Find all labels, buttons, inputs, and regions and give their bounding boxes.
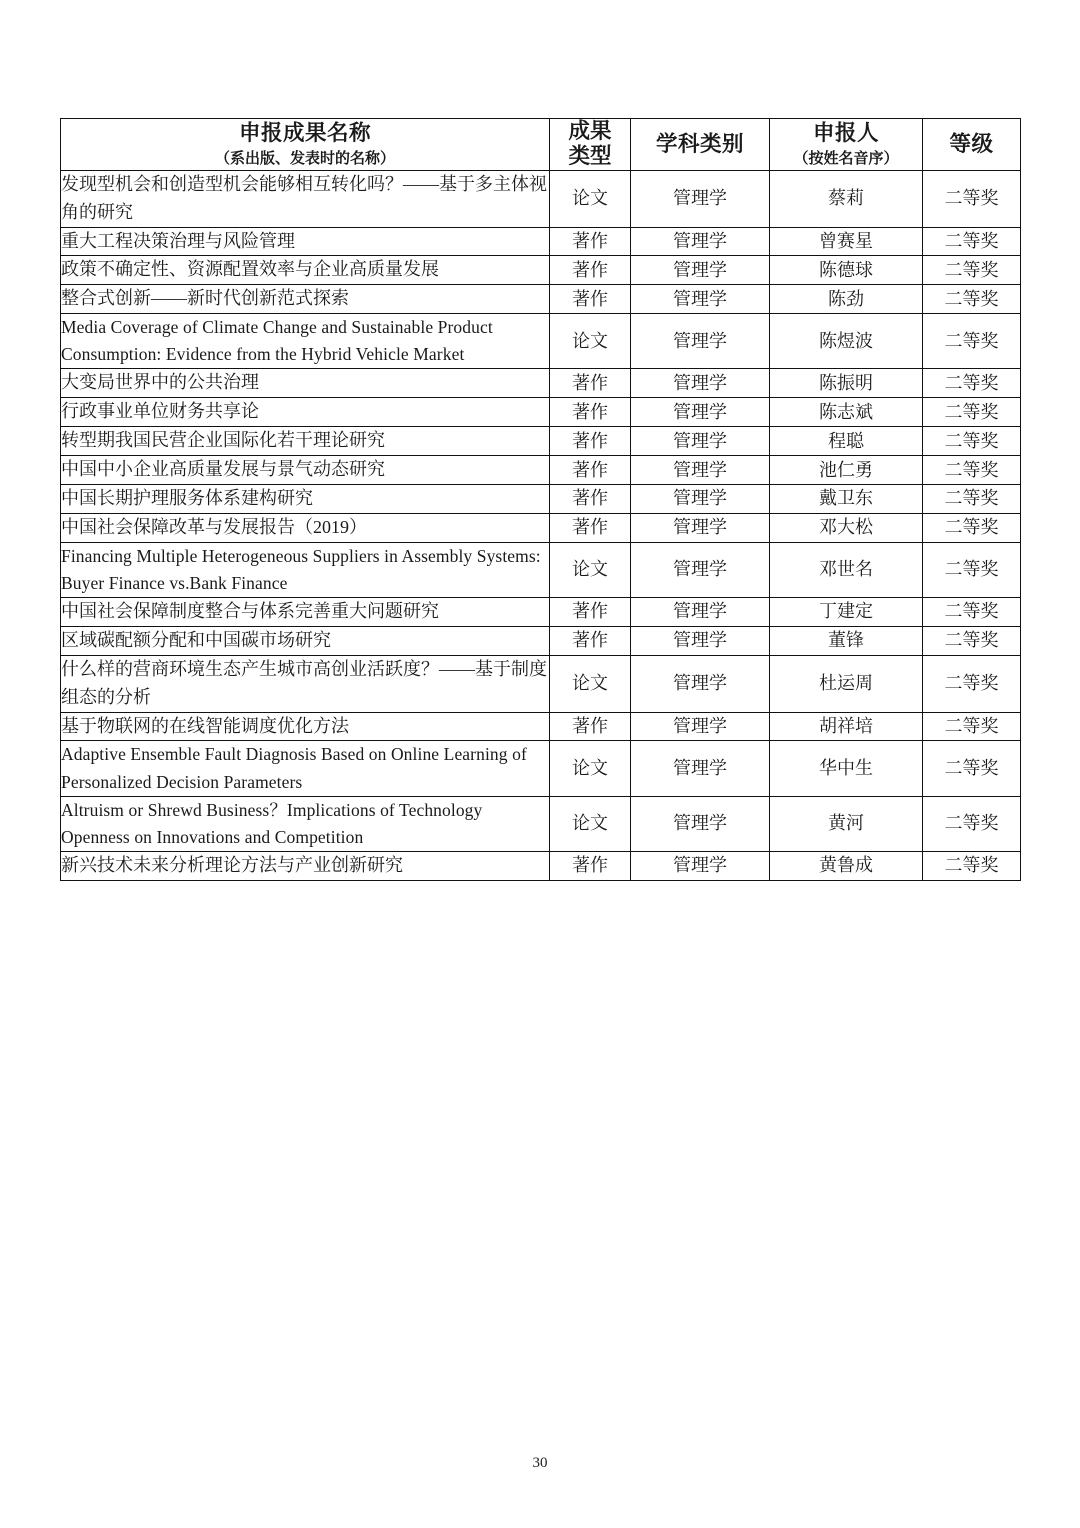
- cell-person: 华中生: [770, 741, 923, 796]
- cell-type: 著作: [550, 398, 631, 427]
- cell-level: 二等奖: [923, 851, 1021, 880]
- cell-type: 著作: [550, 513, 631, 542]
- table-row: [61, 369, 1021, 398]
- table-row: [61, 398, 1021, 427]
- column-header-title-sub: （系出版、发表时的名称）: [214, 150, 395, 167]
- cell-subject: 管理学: [631, 542, 770, 597]
- cell-person: 邓世名: [770, 542, 923, 597]
- cell-type: 著作: [550, 484, 631, 513]
- column-header-title-main: 申报成果名称: [238, 121, 371, 145]
- cell-title: 什么样的营商环境生态产生城市高创业活跃度？——基于制度组态的分析: [61, 655, 550, 712]
- cell-person: 陈志斌: [770, 398, 923, 427]
- cell-title: 区域碳配额分配和中国碳市场研究: [61, 626, 550, 655]
- cell-type: 著作: [550, 427, 631, 456]
- table-row: [61, 456, 1021, 485]
- column-header-person-main: 申报人: [812, 121, 879, 145]
- cell-title: 整合式创新——新时代创新范式探索: [61, 285, 550, 314]
- table-row: [61, 314, 1021, 369]
- cell-subject: 管理学: [631, 712, 770, 741]
- cell-subject: 管理学: [631, 256, 770, 285]
- cell-level: 二等奖: [923, 170, 1021, 227]
- cell-level: 二等奖: [923, 484, 1021, 513]
- cell-subject: 管理学: [631, 427, 770, 456]
- cell-subject: 管理学: [631, 626, 770, 655]
- table-row: [61, 598, 1021, 627]
- cell-title: Adaptive Ensemble Fault Diagnosis Based on Online Learning of Personalized Decision Parameters: [61, 741, 550, 796]
- cell-person: 陈振明: [770, 369, 923, 398]
- column-header-subject-label: 学科类别: [655, 131, 744, 156]
- cell-subject: 管理学: [631, 598, 770, 627]
- cell-type: 论文: [550, 655, 631, 712]
- table-body: [61, 170, 1021, 880]
- cell-subject: 管理学: [631, 398, 770, 427]
- table-row: [61, 227, 1021, 256]
- cell-subject: 管理学: [631, 484, 770, 513]
- column-header-title: [61, 119, 550, 171]
- cell-type: 著作: [550, 227, 631, 256]
- cell-title: 新兴技术未来分析理论方法与产业创新研究: [61, 851, 550, 880]
- cell-title: 中国长期护理服务体系建构研究: [61, 484, 550, 513]
- table-row: [61, 484, 1021, 513]
- cell-type: 著作: [550, 456, 631, 485]
- cell-subject: 管理学: [631, 285, 770, 314]
- cell-level: 二等奖: [923, 369, 1021, 398]
- cell-title: 行政事业单位财务共享论: [61, 398, 550, 427]
- cell-type: 论文: [550, 741, 631, 796]
- cell-title: 基于物联网的在线智能调度优化方法: [61, 712, 550, 741]
- table-row: [61, 851, 1021, 880]
- cell-subject: 管理学: [631, 851, 770, 880]
- table-row: [61, 170, 1021, 227]
- table-row: [61, 712, 1021, 741]
- cell-subject: 管理学: [631, 227, 770, 256]
- cell-subject: 管理学: [631, 369, 770, 398]
- cell-subject: 管理学: [631, 456, 770, 485]
- cell-title: 中国中小企业高质量发展与景气动态研究: [61, 456, 550, 485]
- cell-type: 论文: [550, 542, 631, 597]
- cell-level: 二等奖: [923, 712, 1021, 741]
- cell-level: 二等奖: [923, 513, 1021, 542]
- cell-person: 邓大松: [770, 513, 923, 542]
- column-header-level-label: 等级: [949, 131, 994, 156]
- page-number: 30: [532, 1455, 548, 1471]
- table-header-row: [61, 119, 1021, 171]
- cell-person: 蔡莉: [770, 170, 923, 227]
- cell-level: 二等奖: [923, 398, 1021, 427]
- column-header-person: [770, 119, 923, 171]
- table-row: [61, 256, 1021, 285]
- cell-level: 二等奖: [923, 256, 1021, 285]
- cell-type: 著作: [550, 256, 631, 285]
- column-header-type: [550, 119, 631, 171]
- cell-type: 论文: [550, 170, 631, 227]
- cell-level: 二等奖: [923, 285, 1021, 314]
- column-header-type-line2: 类型: [568, 144, 612, 169]
- table-row: [61, 796, 1021, 851]
- table-row: [61, 285, 1021, 314]
- cell-person: 黄河: [770, 796, 923, 851]
- cell-type: 著作: [550, 626, 631, 655]
- cell-level: 二等奖: [923, 456, 1021, 485]
- cell-person: 曾赛星: [770, 227, 923, 256]
- cell-person: 胡祥培: [770, 712, 923, 741]
- cell-subject: 管理学: [631, 513, 770, 542]
- table-header: [61, 119, 1021, 171]
- cell-person: 董锋: [770, 626, 923, 655]
- cell-type: 著作: [550, 851, 631, 880]
- table-row: [61, 427, 1021, 456]
- cell-level: 二等奖: [923, 598, 1021, 627]
- cell-subject: 管理学: [631, 655, 770, 712]
- cell-person: 丁建定: [770, 598, 923, 627]
- cell-title: Altruism or Shrewd Business？Implications of Technology Openness on Innovations and Competition: [61, 796, 550, 851]
- cell-title: 中国社会保障制度整合与体系完善重大问题研究: [61, 598, 550, 627]
- cell-type: 论文: [550, 314, 631, 369]
- table-row: [61, 741, 1021, 796]
- cell-title: Financing Multiple Heterogeneous Suppliers in Assembly Systems: Buyer Finance vs.Bank Finance: [61, 542, 550, 597]
- cell-title: 转型期我国民营企业国际化若干理论研究: [61, 427, 550, 456]
- cell-title: 中国社会保障改革与发展报告（2019）: [61, 513, 550, 542]
- award-results-table: [60, 118, 1021, 881]
- cell-person: 黄鲁成: [770, 851, 923, 880]
- cell-level: 二等奖: [923, 314, 1021, 369]
- cell-type: 著作: [550, 285, 631, 314]
- column-header-level: [923, 119, 1021, 171]
- cell-subject: 管理学: [631, 314, 770, 369]
- cell-level: 二等奖: [923, 655, 1021, 712]
- cell-person: 杜运周: [770, 655, 923, 712]
- table-row: [61, 626, 1021, 655]
- cell-level: 二等奖: [923, 626, 1021, 655]
- cell-level: 二等奖: [923, 796, 1021, 851]
- cell-person: 程聪: [770, 427, 923, 456]
- cell-subject: 管理学: [631, 796, 770, 851]
- column-header-person-sub: （按姓名音序）: [793, 150, 899, 167]
- column-header-type-line1: 成果: [568, 119, 612, 143]
- cell-type: 著作: [550, 369, 631, 398]
- cell-title: Media Coverage of Climate Change and Sustainable Product Consumption: Evidence from the Hybrid Vehicle Market: [61, 314, 550, 369]
- cell-person: 陈德球: [770, 256, 923, 285]
- column-header-subject: [631, 119, 770, 171]
- cell-title: 发现型机会和创造型机会能够相互转化吗？——基于多主体视角的研究: [61, 170, 550, 227]
- cell-type: 著作: [550, 712, 631, 741]
- cell-type: 著作: [550, 598, 631, 627]
- cell-level: 二等奖: [923, 542, 1021, 597]
- cell-level: 二等奖: [923, 427, 1021, 456]
- cell-type: 论文: [550, 796, 631, 851]
- table-row: [61, 542, 1021, 597]
- cell-title: 大变局世界中的公共治理: [61, 369, 550, 398]
- cell-person: 陈煜波: [770, 314, 923, 369]
- cell-level: 二等奖: [923, 741, 1021, 796]
- cell-title: 政策不确定性、资源配置效率与企业高质量发展: [61, 256, 550, 285]
- cell-subject: 管理学: [631, 741, 770, 796]
- cell-person: 池仁勇: [770, 456, 923, 485]
- cell-person: 戴卫东: [770, 484, 923, 513]
- cell-level: 二等奖: [923, 227, 1021, 256]
- table-row: [61, 655, 1021, 712]
- table-row: [61, 513, 1021, 542]
- cell-person: 陈劲: [770, 285, 923, 314]
- cell-title: 重大工程决策治理与风险管理: [61, 227, 550, 256]
- cell-subject: 管理学: [631, 170, 770, 227]
